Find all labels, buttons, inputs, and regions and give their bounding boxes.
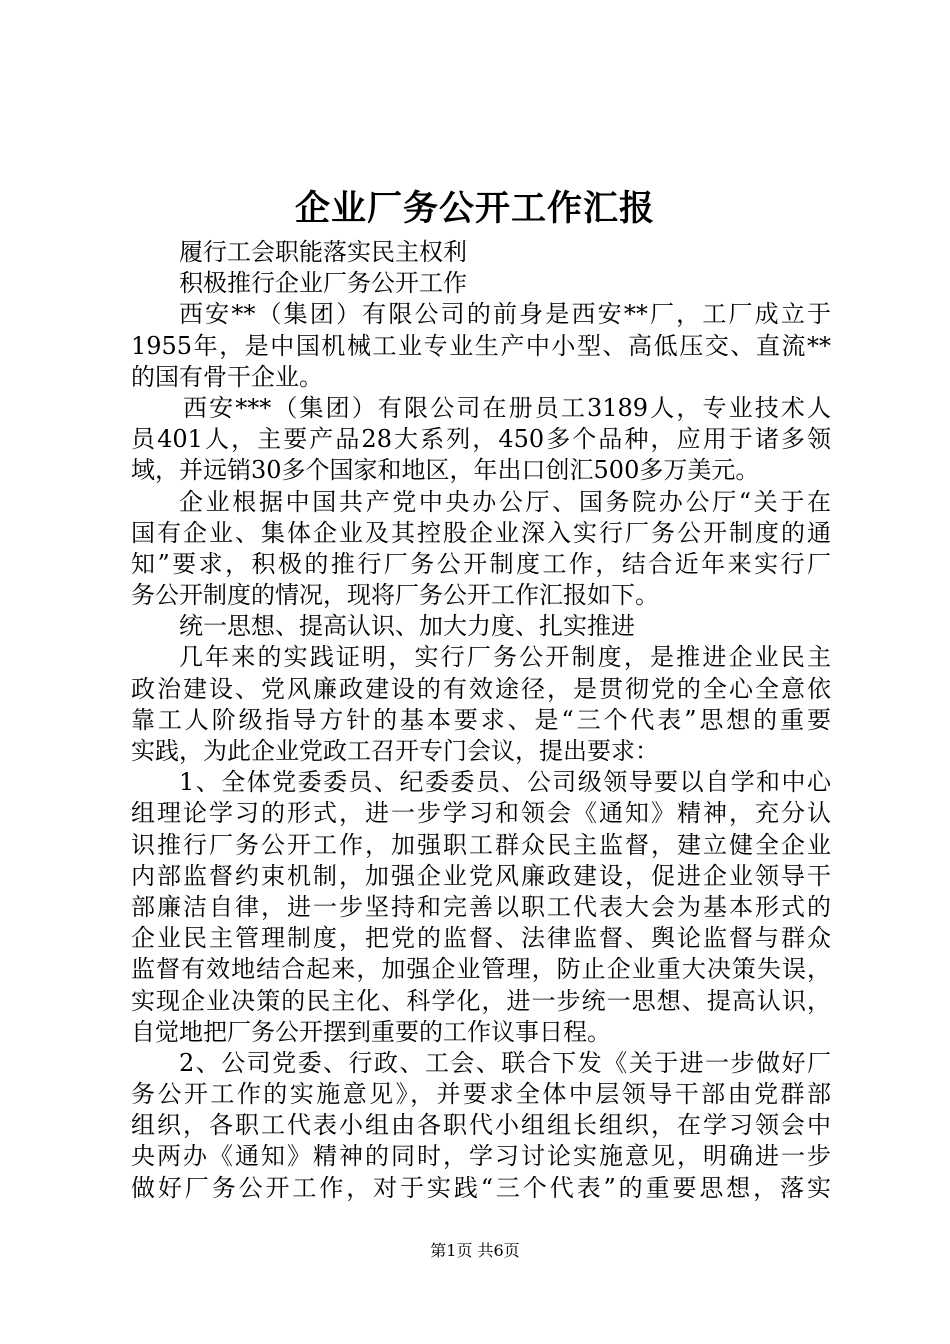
paragraph-line: 实践，为此企业党政工召开专门会议，提出要求： — [131, 737, 659, 765]
section-heading: 统一思想、提高认识、加大力度、扎实推进 — [179, 612, 635, 641]
paragraph-line: 组理论学习的形式，进一步学习和领会《通知》精神，充分认 — [131, 799, 831, 828]
page-number-footer: 第1页 共6页 — [430, 1241, 520, 1260]
paragraph-line: 1、全体党委委员、纪委委员、公司级领导要以自学和中心 — [179, 768, 831, 797]
paragraph-line: 部廉洁自律，进一步坚持和完善以职工代表大会为基本形式的 — [131, 892, 831, 921]
paragraph-line: 几年来的实践证明，实行厂务公开制度，是推进企业民主 — [179, 643, 831, 672]
paragraph-line: 企业民主管理制度，把党的监督、法律监督、舆论监督与群众 — [131, 924, 831, 953]
document-body — [131, 237, 831, 1204]
paragraph-line: 1955年，是中国机械工业专业生产中小型、高低压交、直流** — [131, 331, 831, 360]
paragraph-line: 做好厂务公开工作，对于实践“三个代表”的重要思想，落实 — [131, 1173, 831, 1202]
document-title: 企业厂务公开工作汇报 — [294, 189, 655, 229]
paragraph-line: 央两办《通知》精神的同时，学习讨论实施意见，明确进一步 — [131, 1142, 831, 1171]
subtitle-line-1: 履行工会职能落实民主权利 — [179, 238, 467, 266]
paragraph-line: 国有企业、集体企业及其控股企业深入实行厂务公开制度的通 — [131, 518, 831, 547]
paragraph-line: 的国有骨干企业。 — [131, 362, 323, 391]
paragraph-line: 西安**（集团）有限公司的前身是西安**厂，工厂成立于 — [179, 300, 831, 329]
paragraph-line: 内部监督约束机制，加强企业党风廉政建设，促进企业领导干 — [131, 861, 831, 890]
subtitle-line-2: 积极推行企业厂务公开工作 — [179, 269, 467, 298]
paragraph-line: 靠工人阶级指导方针的基本要求、是“三个代表”思想的重要 — [131, 705, 831, 734]
paragraph-line: 组织，各职工代表小组由各职代小组组长组织，在学习领会中 — [131, 1111, 831, 1140]
paragraph-line: 政治建设、党风廉政建设的有效途径，是贯彻党的全心全意依 — [131, 674, 831, 703]
paragraph-line: 务公开制度的情况，现将厂务公开工作汇报如下。 — [131, 581, 659, 610]
paragraph-line: 域，并远销30多个国家和地区，年出口创汇500多万美元。 — [131, 456, 760, 485]
paragraph-line: 务公开工作的实施意见》，并要求全体中层领导干部由党群部 — [131, 1080, 831, 1109]
paragraph-line: 监督有效地结合起来，加强企业管理，防止企业重大决策失误， — [131, 955, 831, 984]
paragraph-line: 自觉地把厂务公开摆到重要的工作议事日程。 — [131, 1017, 611, 1046]
paragraph-line: 2、公司党委、行政、工会、联合下发《关于进一步做好厂 — [179, 1048, 831, 1077]
paragraph-line: 实现企业决策的民主化、科学化，进一步统一思想、提高认识， — [131, 986, 831, 1015]
paragraph-line: 企业根据中国共产党中央办公厅、国务院办公厅“关于在 — [179, 487, 831, 516]
paragraph-line: 西安***（集团）有限公司在册员工3189人，专业技术人 — [183, 393, 831, 422]
paragraph-line: 识推行厂务公开工作，加强职工群众民主监督，建立健全企业 — [131, 830, 831, 859]
paragraph-line: 员401人，主要产品28大系列，450多个品种，应用于诸多领 — [131, 425, 831, 454]
paragraph-line: 知”要求，积极的推行厂务公开制度工作，结合近年来实行厂 — [131, 549, 831, 578]
